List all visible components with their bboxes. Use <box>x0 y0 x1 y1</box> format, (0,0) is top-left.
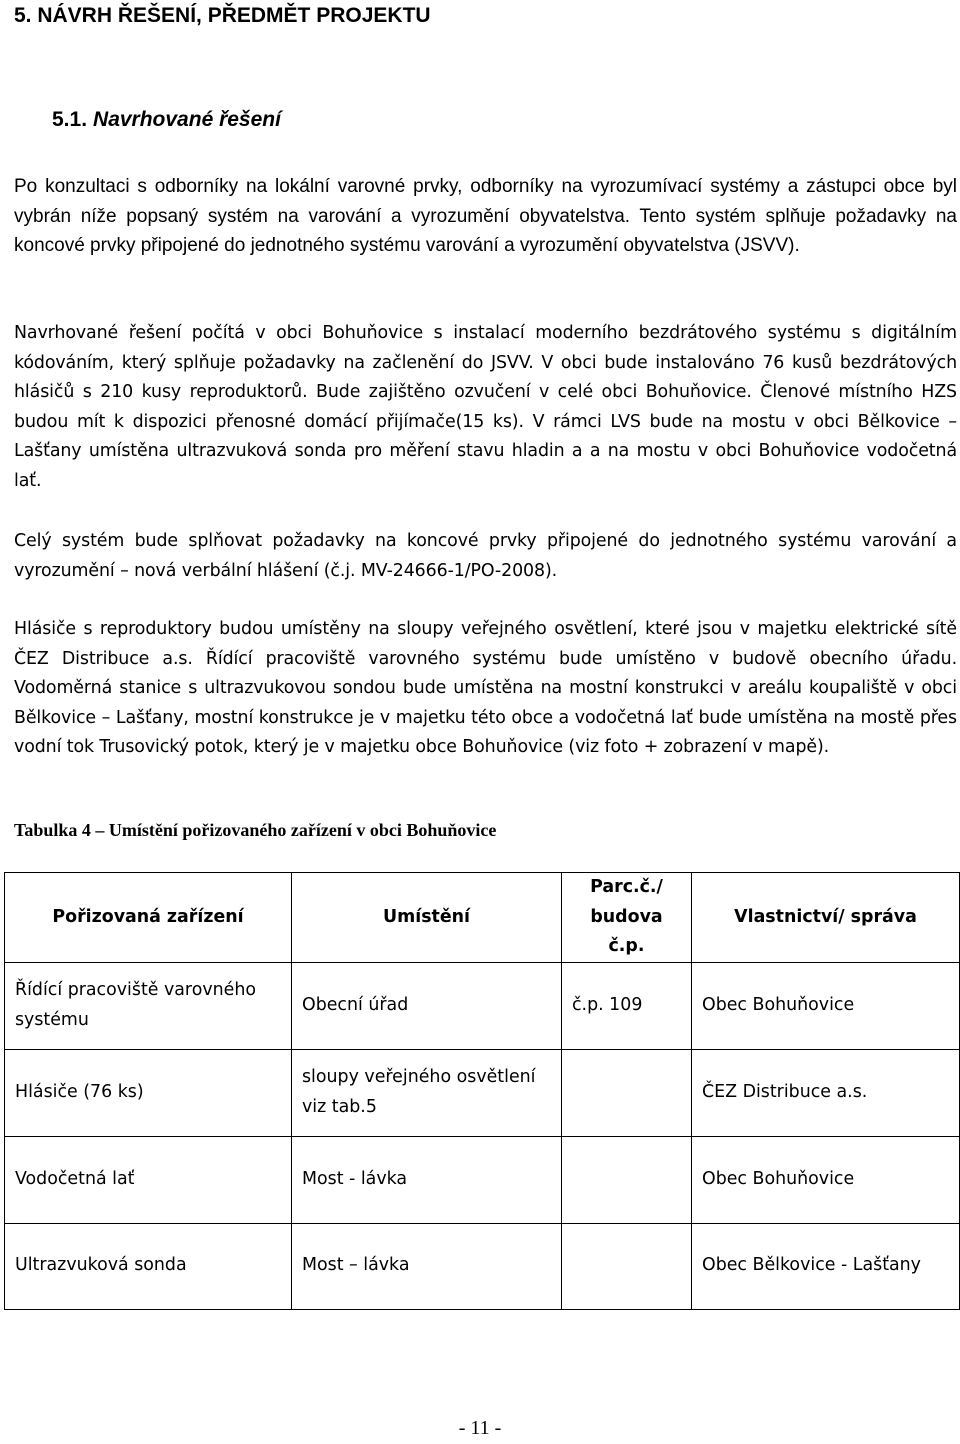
equipment-table <box>4 872 960 1310</box>
subsection-number: 5.1. <box>52 108 88 131</box>
table-cell: Most - lávka <box>292 1136 562 1223</box>
table-cell: Vodočetná lať <box>5 1136 292 1223</box>
table-row <box>5 1049 960 1136</box>
table-header-cell: Pořizovaná zařízení <box>5 873 292 963</box>
section-heading: 5. NÁVRH ŘEŠENÍ, PŘEDMĚT PROJEKTU <box>14 4 431 27</box>
table-row <box>5 962 960 1049</box>
table-row <box>5 1136 960 1223</box>
paragraph-requirements: Celý systém bude splňovat požadavky na koncové prvky připojené do jednotného systému varování a vyrozumění – nová verbální hlášení (č.j. MV-24666-1/PO-2008). <box>14 531 957 581</box>
table-cell: Obec Bohuňovice <box>692 962 960 1049</box>
table-header-cell: Parc.č./ budova č.p. <box>562 873 692 963</box>
table-cell: Most – lávka <box>292 1223 562 1309</box>
page-number: - 11 - <box>458 1417 502 1439</box>
table-row <box>5 1223 960 1309</box>
subsection-title: Navrhované řešení <box>93 108 281 131</box>
table-cell: ČEZ Distribuce a.s. <box>692 1049 960 1136</box>
table-cell: Obec Bohuňovice <box>692 1136 960 1223</box>
table-cell <box>562 1136 692 1223</box>
paragraph-placement: Hlásiče s reproduktory budou umístěny na sloupy veřejného osvětlení, které jsou v majetku elektrické sítě ČEZ Distribuce a.s. Řídící pracoviště varovného systému bude umístěno v budově obecního úřadu. Vodoměrná stanice s ultrazvukovou sondou bude umístěna na mostní konstrukci v areálu koupaliště v obci Bělkovice – Lašťany, mostní konstrukce je v majetku této obce a vodočetná lať bude umístěna na mostě přes vodní tok Trusovický potok, který je v majetku obce Bohuňovice (viz foto + zobrazení v mapě). <box>14 619 957 757</box>
table-cell: Obecní úřad <box>292 962 562 1049</box>
table-header-row <box>5 873 960 963</box>
table-header-cell: Umístění <box>292 873 562 963</box>
table-caption: Tabulka 4 – Umístění pořizovaného zařízení v obci Bohuňovice <box>14 820 497 840</box>
table-cell: Ultrazvuková sonda <box>5 1223 292 1309</box>
table-header-cell: Vlastnictví/ správa <box>692 873 960 963</box>
table-cell: Hlásiče (76 ks) <box>5 1049 292 1136</box>
table-cell: sloupy veřejného osvětlení viz tab.5 <box>292 1049 562 1136</box>
table-cell: č.p. 109 <box>562 962 692 1049</box>
paragraph-intro: Po konzultaci s odborníky na lokální varovné prvky, odborníky na vyrozumívací systémy a zástupci obce byl vybrán níže popsaný systém na varování a vyrozumění obyvatelstva. Tento systém splňuje požadavky na koncové prvky připojené do jednotného systému varování a vyrozumění obyvatelstva (JSVV). <box>14 176 957 256</box>
table-cell: Řídící pracoviště varovného systému <box>5 962 292 1049</box>
subsection-heading <box>52 108 281 132</box>
table-cell: Obec Bělkovice - Lašťany <box>692 1223 960 1309</box>
table-cell <box>562 1223 692 1309</box>
table-cell <box>562 1049 692 1136</box>
paragraph-solution: Navrhované řešení počítá v obci Bohuňovice s instalací moderního bezdrátového systému s digitálním kódováním, který splňuje požadavky na začlenění do JSVV. V obci bude instalováno 76 kusů bezdrátových hlásičů s 210 kusy reproduktorů. Bude zajištěno ozvučení v celé obci Bohuňovice. Členové místního HZS budou mít k dispozici přenosné domácí přijímače(15 ks). V rámci LVS bude na mostu v obci Bělkovice – Lašťany umístěna ultrazvuková sonda pro měření stavu hladin a a na mostu v obci Bohuňovice vodočetná lať. <box>14 323 957 491</box>
